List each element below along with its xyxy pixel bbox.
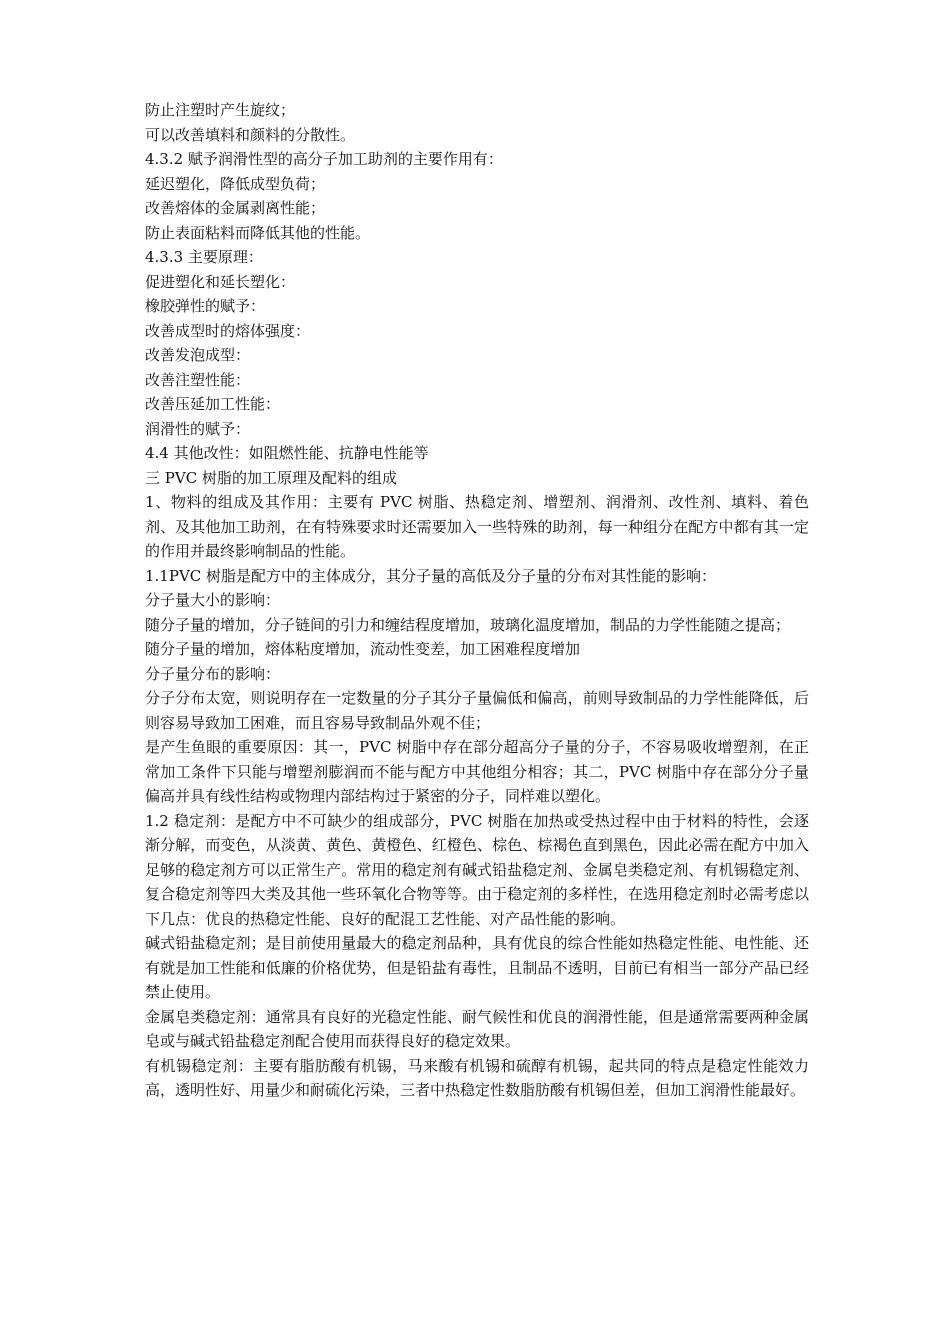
document-page <box>145 98 809 1103</box>
paragraph: 随分子量的增加，熔体粘度增加，流动性变差，加工困难程度增加 <box>145 640 581 658</box>
paragraph: 分子量大小的影响： <box>145 591 281 609</box>
paragraph: 改善发泡成型： <box>145 346 251 364</box>
paragraph: 1、物料的组成及其作用：主要有 PVC 树脂、热稳定剂、增塑剂、润滑剂、改性剂、填料、着色剂、及其他加工助剂，在有特殊要求时还需要加入一些特殊的助剂，每一种组分在配方中都有其一定的作用并最终影响制品的性能。 <box>145 493 809 560</box>
paragraph: 延迟塑化，降低成型负荷； <box>145 174 326 193</box>
paragraph: 防止表面粘料而降低其他的性能。 <box>145 223 371 242</box>
paragraph: 改善成型时的熔体强度： <box>145 321 311 340</box>
paragraph: 随分子量的增加，分子链间的引力和缠结程度增加，玻璃化温度增加，制品的力学性能随之提高； <box>145 615 791 634</box>
paragraph: 碱式铅盐稳定剂；是目前使用量最大的稳定剂品种，具有优良的综合性能如热稳定性能、电性能、还有就是加工性能和低廉的价格优势，但是铅盐有毒性，且制品不透明，目前已有相当一部分产品已经禁止使用。 <box>145 934 809 1001</box>
paragraph: 改善熔体的金属剥离性能； <box>145 199 326 217</box>
paragraph: 润滑性的赋予： <box>145 419 251 438</box>
section-heading: 4.4 其他改性：如阻燃性能、抗静电性能等 <box>145 444 429 462</box>
chapter-heading: 三 PVC 树脂的加工原理及配料的组成 <box>145 468 397 487</box>
section-heading: 4.3.3 主要原理： <box>145 248 263 266</box>
paragraph: 1.2 稳定剂：是配方中不可缺少的组成部分，PVC 树脂在加热或受热过程中由于材料的特性，会逐渐分解，而变色，从淡黄、黄色、黄橙色、红橙色、棕色、棕褐色直到黑色，因此必需在配方中加入足够的稳定剂方可以正常生产。常用的稳定剂有碱式铅盐稳定剂、金属皂类稳定剂、有机锡稳定剂、复合稳定剂等四大类及其他一些环氧化合物等等。由于稳定剂的多样性，在选用稳定剂时必需考虑以下几点：优良的热稳定性能、良好的配混工艺性能、对产品性能的影响。 <box>145 811 809 928</box>
paragraph: 1.1PVC 树脂是配方中的主体成分，其分子量的高低及分子量的分布对其性能的影响： <box>145 566 717 585</box>
paragraph: 金属皂类稳定剂：通常具有良好的光稳定性能、耐气候性和优良的润滑性能，但是通常需要两种金属皂或与碱式铅盐稳定剂配合使用而获得良好的稳定效果。 <box>145 1007 809 1050</box>
paragraph: 分子量分布的影响： <box>145 664 281 683</box>
section-heading: 4.3.2 赋予润滑性型的高分子加工助剂的主要作用有： <box>145 150 503 168</box>
paragraph: 防止注塑时产生旋纹； <box>145 101 296 119</box>
paragraph: 改善注塑性能： <box>145 370 251 389</box>
paragraph: 可以改善填料和颜料的分散性。 <box>145 125 356 144</box>
paragraph: 有机锡稳定剂：主要有脂肪酸有机锡，马来酸有机锡和硫醇有机锡，起共同的特点是稳定性能效力高，透明性好、用量少和耐硫化污染，三者中热稳定性数脂肪酸有机锡但差，但加工润滑性能最好。 <box>145 1056 809 1099</box>
paragraph: 橡胶弹性的赋予： <box>145 297 266 315</box>
paragraph: 改善压延加工性能： <box>145 395 281 413</box>
paragraph: 是产生鱼眼的重要原因：其一，PVC 树脂中存在部分超高分子量的分子，不容易吸收增塑剂，在正常加工条件下只能与增塑剂膨润而不能与配方中其他组分相容；其二，PVC 树脂中存在部分分子量偏高并具有线性结构或物理内部结构过于紧密的分子，同样难以塑化。 <box>145 738 809 805</box>
paragraph: 促进塑化和延长塑化： <box>145 272 296 291</box>
paragraph: 分子分布太宽，则说明存在一定数量的分子其分子量偏低和偏高，前则导致制品的力学性能降低，后则容易导致加工困难，而且容易导致制品外观不佳； <box>145 689 809 732</box>
